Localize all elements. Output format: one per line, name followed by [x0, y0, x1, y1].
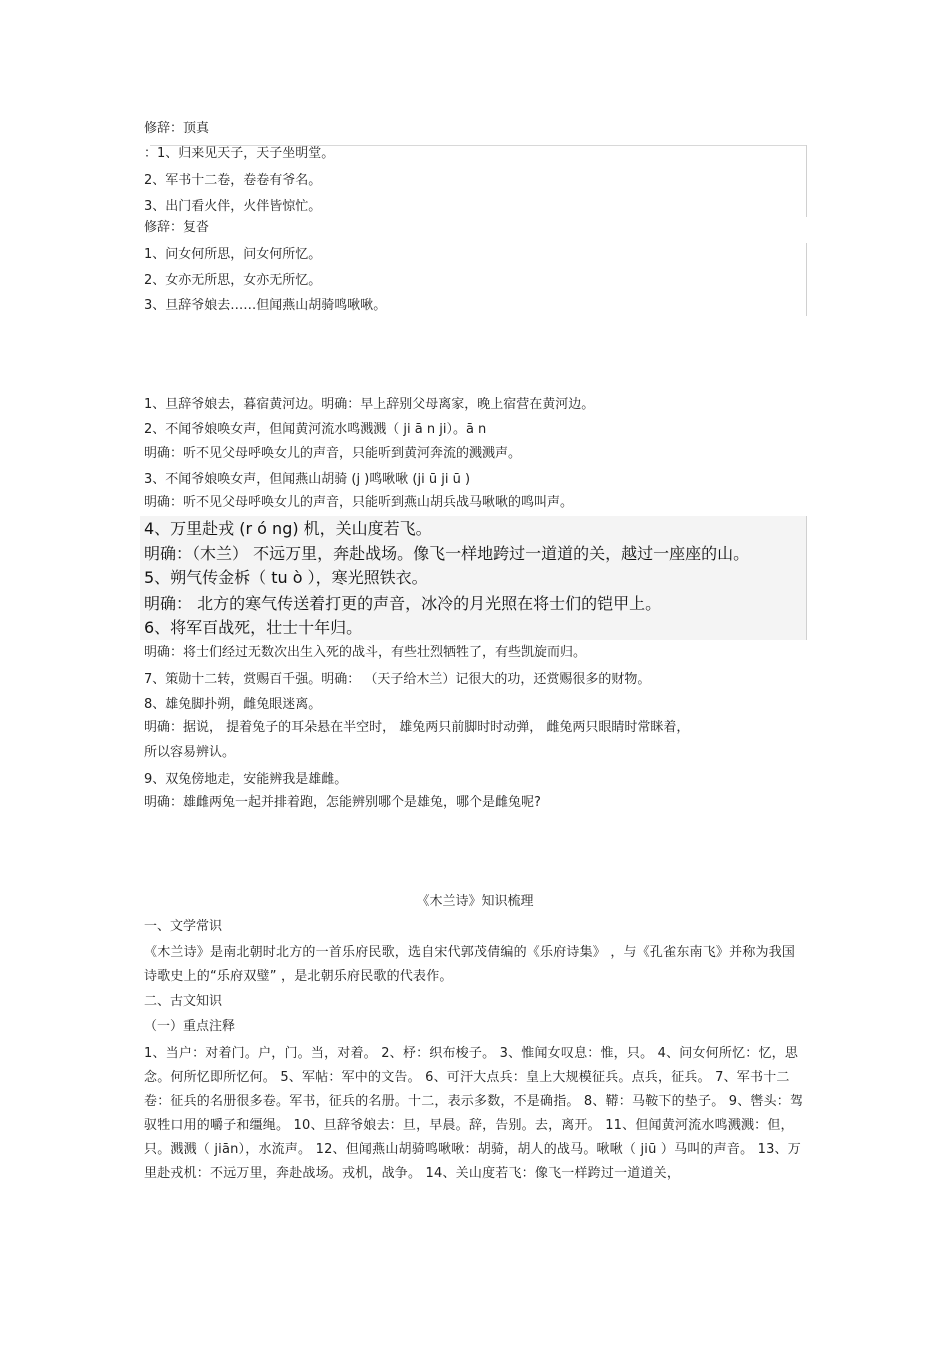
highlight-right-rule: [806, 516, 807, 640]
explanation-line: 7、策勋十二转，赏赐百千强。明确： （天子给木兰）记很大的功，还赏赐很多的财物。: [144, 672, 651, 687]
explanation-line: 3、不闻爷娘唤女声，但闻燕山胡骑 (j )鸣啾啾 (ji ū ji ū ): [144, 472, 471, 487]
dingzhen-line-3: 3、出门看火伴，火伴皆惊忙。: [144, 199, 322, 214]
explanation-line-large: 6、将军百战死，壮士十年归。: [144, 618, 363, 637]
explanation-line-large: 5、朔气传金柝（ tu ò ），寒光照铁衣。: [144, 568, 428, 587]
explanation-line: 明确：听不见父母呼唤女儿的声音，只能听到黄河奔流的溅溅声。: [144, 446, 522, 461]
fuzhi-line-3: 3、旦辞爷娘去……但闻燕山胡骑鸣啾啾。: [144, 298, 387, 313]
explanation-line-large: 明确：（木兰） 不远万里，奔赴战场。像飞一样地跨过一道道的关，越过一座座的山。: [144, 544, 750, 563]
explanation-line: 明确：听不见父母呼唤女儿的声音，只能听到燕山胡兵战马啾啾的鸣叫声。: [144, 495, 574, 510]
explanation-line-large: 明确： 北方的寒气传送着打更的声音，冰冷的月光照在将士们的铠甲上。: [144, 594, 662, 613]
explanation-line: 明确：雄雌两兔一起并排着跑，怎能辨别哪个是雄兔，哪个是雌兔呢?: [144, 795, 541, 810]
fuzhi-line-1: 1、问女何所思，问女何所忆。: [144, 247, 322, 262]
explanation-line: 8、雄兔脚扑朔，雌兔眼迷离。: [144, 697, 322, 712]
dingzhen-line-1: ：1、归来见天子，天子坐明堂。: [144, 146, 335, 161]
summary-heading-3: （一）重点注释: [144, 1019, 236, 1034]
rhetoric-label-fuzhi: 修辞：复沓: [144, 220, 210, 235]
explanation-line: 9、双兔傍地走，安能辨我是雄雌。: [144, 772, 348, 787]
fuzhi-line-2: 2、女亦无所思，女亦无所忆。: [144, 273, 322, 288]
explanation-line-large: 4、万里赴戎 (r ó ng) 机，关山度若飞。: [144, 519, 432, 538]
summary-heading-1: 一、文学常识: [144, 919, 223, 934]
summary-heading-2: 二、古文知识: [144, 994, 223, 1009]
explanation-line: 所以容易辨认。: [144, 745, 236, 760]
explanation-line: 1、旦辞爷娘去，暮宿黄河边。明确：早上辞别父母离家，晚上宿营在黄河边。: [144, 397, 595, 412]
summary-title: 《木兰诗》知识梳理: [416, 894, 534, 909]
box-right-rule-2: [806, 243, 807, 316]
rhetoric-label-dingzhen: 修辞：顶真: [144, 121, 210, 136]
explanation-line: 2、不闻爷娘唤女声，但闻黄河流水鸣溅溅（ ji ā n ji）。ā n: [144, 422, 487, 437]
explanation-line: 明确：将士们经过无数次出生入死的战斗，有些壮烈牺牲了，有些凯旋而归。: [144, 645, 587, 660]
dingzhen-line-2: 2、军书十二卷，卷卷有爷名。: [144, 173, 322, 188]
box-right-rule: [806, 145, 807, 217]
summary-paragraph-2: 1、当户：对着门。户，门。当，对着。 2、杼：织布梭子。 3、惟闻女叹息：惟，只。 4、问女何所忆：忆，思念。何所忆即所忆何。 5、军帖：军中的文告。 6、可汗大点兵：皇上大规模征兵。点兵，征兵。 7、军书十二卷：征兵的名册很多卷。军书，征兵的名册。十二，表示多数，不是确指。 8、鞯：马鞍下的垫子。 9、辔头：驾驭牲口用的嚼子和缰绳。 10、旦辞爷娘去：旦，早晨。辞，告别。去，离开。 11、但闻黄河流水鸣溅溅：但，只。溅溅（ jiān），水流声。 12、但闻燕山胡骑鸣啾啾：胡骑，胡人的战马。啾啾（ jiū ）马叫的声音。 13、万里赴戎机：不远万里，奔赴战场。戎机，战争。 14、关山度若飞：像飞一样跨过一道道关，: [144, 1046, 804, 1181]
summary-paragraph-1: 《木兰诗》是南北朝时北方的一首乐府民歌，选自宋代郭茂倩编的《乐府诗集》 ，与《孔雀东南飞》并称为我国诗歌史上的“乐府双璧” ，是北朝乐府民歌的代表作。: [144, 945, 796, 984]
explanation-line: 明确：据说， 提着兔子的耳朵悬在半空时， 雄兔两只前脚时时动弹， 雌兔两只眼睛时常眯着，: [144, 720, 690, 735]
